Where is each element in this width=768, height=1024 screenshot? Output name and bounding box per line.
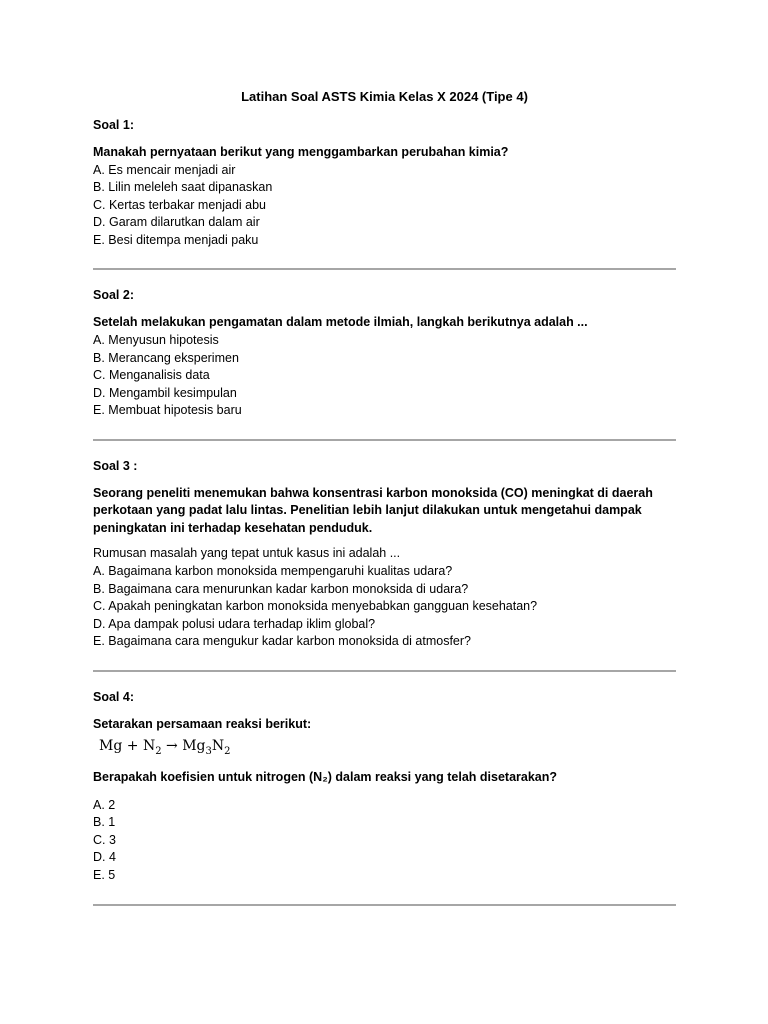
n-symbol: N bbox=[142, 738, 156, 755]
product-n-subscript: 2 bbox=[224, 746, 231, 758]
question-4-option-c: C. 3 bbox=[93, 832, 116, 847]
question-1-option-d: D. Garam dilarutkan dalam air bbox=[93, 215, 260, 230]
question-2-label: Soal 2: bbox=[93, 288, 134, 303]
question-4-label: Soal 4: bbox=[93, 689, 134, 704]
question-2-option-b: B. Merancang eksperimen bbox=[93, 350, 239, 365]
question-3-option-e: E. Bagaimana cara mengukur kadar karbon monoksida di atmosfer? bbox=[93, 634, 471, 649]
question-4 bbox=[93, 689, 676, 885]
question-1-option-a: A. Es mencair menjadi air bbox=[93, 162, 236, 177]
question-2-option-c: C. Menganalisis data bbox=[93, 368, 210, 383]
reactant-mg: Mg bbox=[99, 738, 123, 755]
question-4-option-b: B. 1 bbox=[93, 815, 116, 830]
divider bbox=[93, 268, 676, 270]
question-2-option-e: E. Membuat hipotesis baru bbox=[93, 403, 242, 418]
question-2-option-a: A. Menyusun hipotesis bbox=[93, 332, 219, 347]
product-mg-subscript: 3 bbox=[205, 746, 212, 758]
question-3-stem: Seorang peneliti menemukan bahwa konsentrasi karbon monoksida (CO) meningkat di daerah perkotaan yang padat lalu lintas. Penelitian lebih lanjut dilakukan untuk mengetahui dampak peningkatan ini terhadap kesehatan penduduk. bbox=[93, 485, 653, 535]
reaction-equation bbox=[99, 737, 676, 761]
question-3-option-b: B. Bagaimana cara menurunkan kadar karbon monoksida di udara? bbox=[93, 581, 469, 596]
question-3-option-c: C. Apakah peningkatan karbon monoksida menyebabkan gangguan kesehatan? bbox=[93, 599, 538, 614]
question-1 bbox=[93, 117, 676, 249]
divider bbox=[93, 439, 676, 441]
question-1-option-e: E. Besi ditempa menjadi paku bbox=[93, 232, 259, 247]
question-3-text: Rumusan masalah yang tepat untuk kasus ini adalah ... bbox=[93, 546, 401, 561]
question-1-label: Soal 1: bbox=[93, 118, 134, 132]
plus-sign: + bbox=[126, 738, 139, 755]
question-4-text: Berapakah koefisien untuk nitrogen (N₂) dalam reaksi yang telah disetarakan? bbox=[93, 770, 558, 785]
reactant-n2 bbox=[142, 738, 162, 758]
question-3-option-a: A. Bagaimana karbon monoksida mempengaruhi kualitas udara? bbox=[93, 563, 453, 578]
document-title: Latihan Soal ASTS Kimia Kelas X 2024 (Tipe 4) bbox=[241, 89, 528, 104]
product-n-symbol: N bbox=[211, 738, 225, 755]
divider bbox=[93, 904, 676, 906]
question-4-option-e: E. 5 bbox=[93, 868, 116, 883]
question-1-option-b: B. Lilin meleleh saat dipanaskan bbox=[93, 180, 273, 195]
product-mg3n2 bbox=[182, 738, 231, 758]
question-3 bbox=[93, 458, 676, 651]
question-4-instruction: Setarakan persamaan reaksi berikut: bbox=[93, 716, 312, 731]
question-2-option-d: D. Mengambil kesimpulan bbox=[93, 385, 237, 400]
document-content bbox=[93, 89, 676, 923]
question-4-option-d: D. 4 bbox=[93, 850, 116, 865]
question-1-text: Manakah pernyataan berikut yang menggambarkan perubahan kimia? bbox=[93, 145, 509, 159]
product-mg-symbol: Mg bbox=[182, 738, 206, 755]
question-3-label: Soal 3 : bbox=[93, 458, 138, 473]
question-2 bbox=[93, 287, 676, 419]
question-4-option-a: A. 2 bbox=[93, 797, 116, 812]
reaction-arrow: → bbox=[166, 738, 178, 755]
question-2-text: Setelah melakukan pengamatan dalam metode ilmiah, langkah berikutnya adalah ... bbox=[93, 315, 588, 330]
question-1-option-c: C. Kertas terbakar menjadi abu bbox=[93, 197, 267, 212]
question-3-option-d: D. Apa dampak polusi udara terhadap iklim global? bbox=[93, 616, 376, 631]
n-subscript: 2 bbox=[155, 746, 162, 758]
divider bbox=[93, 670, 676, 672]
